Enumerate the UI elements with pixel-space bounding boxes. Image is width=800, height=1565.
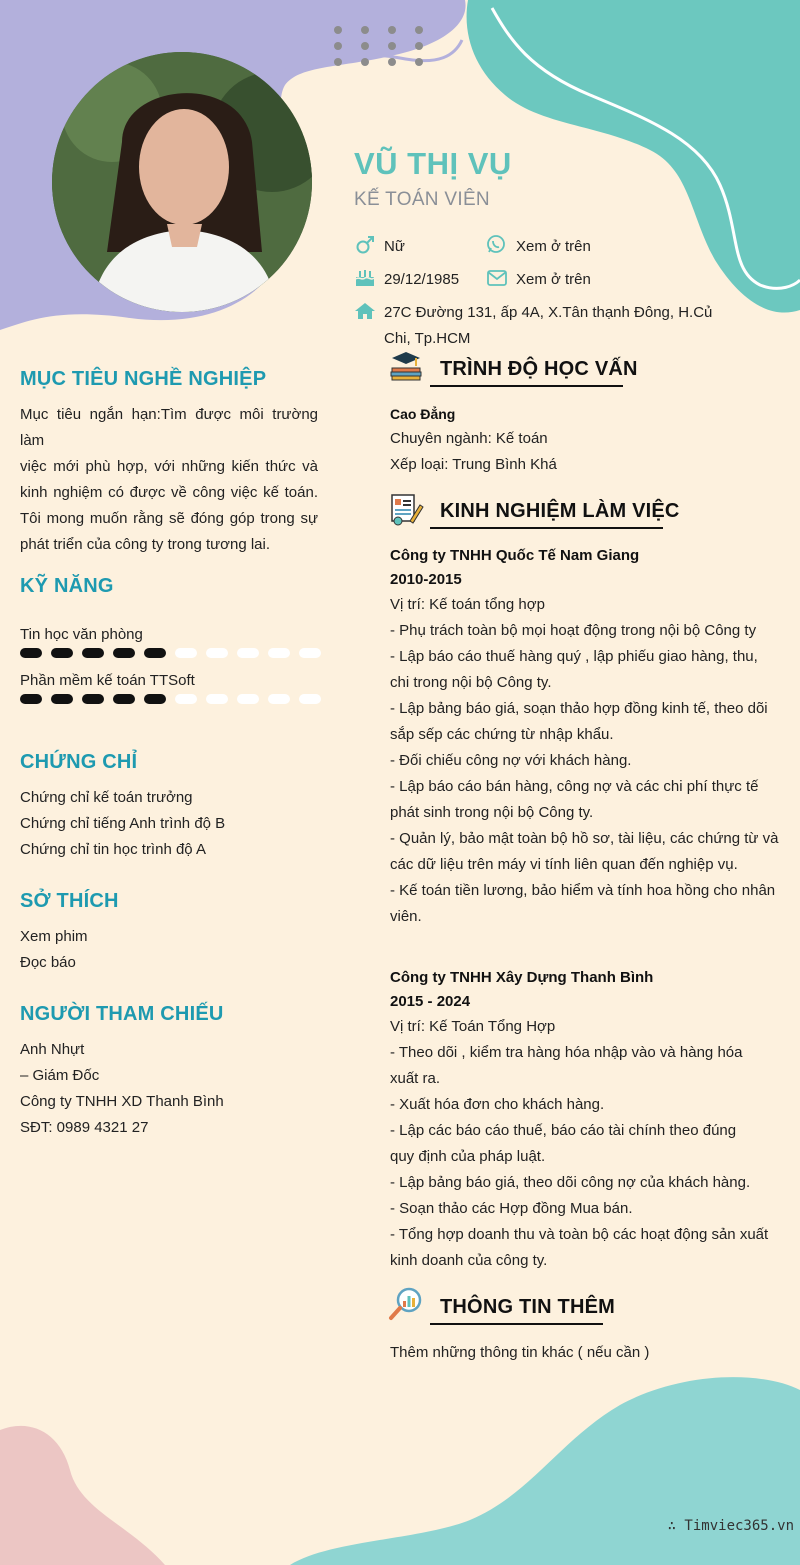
job-detail-line: - Đối chiếu công nợ với khách hàng. [390, 752, 632, 769]
job-entry-2 [390, 966, 780, 1274]
skill-dot-empty [237, 694, 259, 704]
certificates-title: CHỨNG CHỈ [20, 751, 138, 773]
certificate-item: Chứng chỉ tin học trình độ A [20, 841, 206, 858]
job-detail-line: - Soạn thảo các Hợp đồng Mua bán. [390, 1200, 633, 1217]
experience-title: KINH NGHIỆM LÀM VIỆC [440, 500, 680, 522]
objective-line: phát triển của công ty trong tương lai. [20, 536, 271, 553]
job-detail-line: - Lập báo cáo thuế hàng quý , lập phiếu giao hàng, thu, [390, 648, 758, 665]
certificate-item: Chứng chỉ tiếng Anh trình độ B [20, 815, 226, 832]
skill-dot-filled [20, 694, 42, 704]
certificates-list [20, 785, 225, 863]
email-value: Xem ở trên [516, 271, 591, 288]
reference-item: SĐT: 0989 4321 27 [20, 1119, 149, 1136]
job-period: 2010-2015 [390, 571, 462, 588]
job-company: Công ty TNHH Xây Dựng Thanh Bình [390, 969, 654, 986]
watermark: ∴ Timviec365.vn [667, 1518, 794, 1534]
email-icon [486, 267, 508, 289]
education-title: TRÌNH ĐỘ HỌC VẤN [440, 358, 638, 380]
phone-icon [485, 233, 507, 255]
home-icon [354, 300, 376, 322]
skill-rating-0 [20, 648, 321, 658]
education-underline [430, 385, 623, 387]
skills-title: KỸ NĂNG [20, 575, 114, 597]
job-detail-line: - Theo dõi , kiểm tra hàng hóa nhập vào và hàng hóa [390, 1044, 743, 1061]
skill-label: Tin học văn phòng [20, 626, 143, 643]
job-detail-line: - Xuất hóa đơn cho khách hàng. [390, 1096, 605, 1113]
profile-photo [52, 52, 312, 312]
certificate-item: Chứng chỉ kế toán trưởng [20, 789, 193, 806]
skill-dot-filled [51, 648, 73, 658]
skill-dot-empty [299, 648, 321, 658]
hobby-item: Đọc báo [20, 954, 76, 971]
additional-title: THÔNG TIN THÊM [440, 1296, 616, 1318]
gender-icon [354, 234, 376, 256]
phone-value: Xem ở trên [516, 238, 591, 255]
objective-text [20, 402, 318, 558]
job-detail-line: - Phụ trách toàn bộ mọi hoạt động trong nội bộ Công ty [390, 622, 757, 639]
education-degree: Cao Đẳng [390, 406, 456, 422]
job-detail-line: - Kế toán tiền lương, bảo hiểm và tính hoa hồng cho nhân [390, 882, 776, 899]
reference-item: Anh Nhựt [20, 1041, 85, 1058]
skill-dot-filled [113, 694, 135, 704]
job-detail-line: viên. [390, 908, 422, 925]
gender-value: Nữ [384, 238, 405, 255]
job-detail-line: - Quản lý, bảo mật toàn bộ hồ sơ, tài liệu, các chứng từ và [390, 830, 779, 847]
objective-line: việc mới phù hợp, với những kiến thức và [20, 458, 318, 475]
skill-dot-filled [51, 694, 73, 704]
reference-item: Công ty TNHH XD Thanh Bình [20, 1093, 224, 1110]
address-line-2: Chi, Tp.HCM [384, 330, 471, 347]
job-detail-line: - Tổng hợp doanh thu và toàn bộ các hoạt động sản xuất [390, 1226, 769, 1243]
job-detail-line: chi trong nội bộ Công ty. [390, 674, 552, 691]
additional-text: Thêm những thông tin khác ( nếu cần ) [390, 1344, 650, 1361]
skill-dot-empty [268, 648, 290, 658]
hobby-item: Xem phim [20, 928, 88, 945]
magnifier-chart-icon [388, 1286, 424, 1322]
skill-dot-filled [144, 694, 166, 704]
job-detail-line: - Lập các báo cáo thuế, báo cáo tài chính theo đúng [390, 1122, 737, 1139]
skill-rating-1 [20, 694, 321, 704]
experience-underline [430, 527, 663, 529]
job-details [390, 592, 780, 930]
job-detail-line: Vị trí: Kế toán tổng hợp [390, 596, 545, 613]
job-title: KẾ TOÁN VIÊN [354, 189, 490, 210]
objective-line: Mục tiêu ngắn hạn:Tìm được môi trường làm [20, 406, 318, 449]
birthday-cake-icon [354, 266, 376, 288]
skill-dot-empty [237, 648, 259, 658]
skill-dot-empty [206, 694, 228, 704]
job-detail-line: Vị trí: Kế Toán Tổng Hợp [390, 1018, 556, 1035]
graduation-books-icon [388, 348, 424, 384]
bottom-teal-blob [290, 1377, 800, 1565]
work-experience-icon [388, 491, 424, 527]
objective-line: Tôi mong muốn rằng sẽ đóng góp trong sự [20, 510, 318, 527]
hobbies-list [20, 924, 88, 976]
job-detail-line: - Lập bảng báo giá, soạn thảo hợp đồng kinh tế, theo dõi [390, 700, 768, 717]
job-company: Công ty TNHH Quốc Tế Nam Giang [390, 547, 640, 564]
skill-dot-empty [206, 648, 228, 658]
job-period: 2015 - 2024 [390, 993, 471, 1010]
skill-dot-filled [82, 694, 104, 704]
education-grade: Xếp loại: Trung Bình Khá [390, 456, 557, 473]
skill-dot-filled [144, 648, 166, 658]
skill-dot-filled [20, 648, 42, 658]
job-detail-line: - Lập báo cáo bán hàng, công nợ và các chi phí thực tế [390, 778, 759, 795]
job-detail-line: sắp sếp các chứng từ nhập khẩu. [390, 726, 614, 743]
skill-dot-filled [82, 648, 104, 658]
job-detail-line: phát sinh trong nội bộ Công ty. [390, 804, 594, 821]
skill-dot-empty [299, 694, 321, 704]
education-major: Chuyên ngành: Kế toán [390, 430, 548, 447]
job-detail-line: xuất ra. [390, 1070, 441, 1087]
job-details [390, 1014, 780, 1274]
birthday-value: 29/12/1985 [384, 271, 460, 288]
job-detail-line: quy định của pháp luật. [390, 1148, 546, 1165]
references-list [20, 1037, 224, 1141]
job-detail-line: - Lập bảng báo giá, theo dõi công nợ của khách hàng. [390, 1174, 751, 1191]
job-detail-line: các dữ liệu trên máy vi tính liên quan đến nghiệp vụ. [390, 856, 738, 873]
address-line-1: 27C Đường 131, ấp 4A, X.Tân thạnh Đông, H.Củ [384, 304, 713, 321]
skill-dot-empty [175, 648, 197, 658]
pink-blob [0, 1426, 165, 1565]
additional-underline [430, 1323, 603, 1325]
skill-dot-filled [113, 648, 135, 658]
job-detail-line: kinh doanh của công ty. [390, 1252, 548, 1269]
job-entry-1 [390, 544, 780, 930]
reference-item: – Giám Đốc [20, 1067, 100, 1084]
hobbies-title: SỞ THÍCH [20, 890, 119, 912]
skill-dot-empty [268, 694, 290, 704]
objective-title: MỤC TIÊU NGHỀ NGHIỆP [20, 368, 267, 390]
objective-line: kinh nghiệm có được về công việc kế toán. [20, 484, 318, 501]
candidate-name: VŨ THỊ VỤ [354, 146, 512, 181]
skill-label: Phần mềm kế toán TTSoft [20, 672, 195, 689]
references-title: NGƯỜI THAM CHIẾU [20, 1003, 224, 1025]
skill-dot-empty [175, 694, 197, 704]
